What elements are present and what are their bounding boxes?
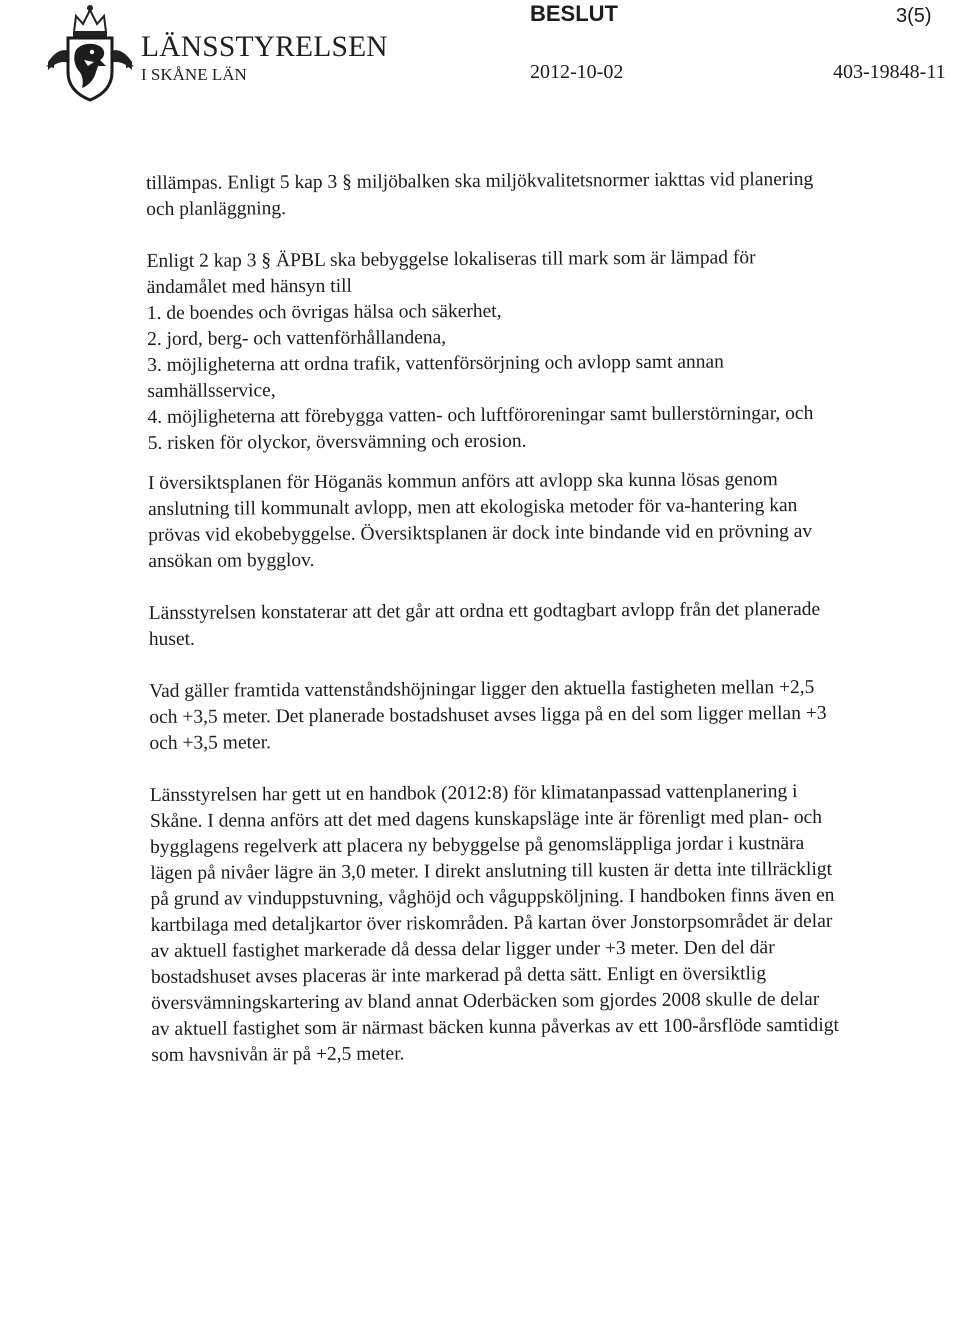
- list-item: 5. risken för olyckor, översvämning och erosion.: [147, 430, 527, 454]
- document-date: 2012-10-02: [530, 61, 624, 83]
- list-item: 1. de boendes och övrigas hälsa och säkerhet,: [146, 300, 502, 324]
- document-type: BESLUT: [530, 1, 618, 26]
- organization-county: I SKÅNE LÄN: [141, 65, 247, 84]
- paragraph-sewage-conclusion: Länsstyrelsen konstaterar att det går att ordna ett godtagbart avlopp från det planerade huset.: [148, 598, 821, 650]
- criteria-list: [147, 297, 838, 457]
- paragraph-overview-plan: I översiktsplanen för Höganäs kommun anförs att avlopp ska kunna lösas genom anslutning till kommunalt avlopp, men att ekologiska metoder för va-hantering kan prövas vid ekobebyggelse. Översiktsplanen är dock inte bindande vid en prövning av ansökan om bygglov.: [147, 469, 813, 572]
- list-item: 3. möjligheterna att ordna trafik, vattenförsörjning och avlopp samt annan samhällsservice,: [147, 351, 724, 402]
- organization-name: LÄNSSTYRELSEN: [141, 31, 388, 63]
- paragraph-apbl-intro: Enligt 2 kap 3 § ÄPBL ska bebyggelse lokaliseras till mark som är lämpad för ändamålet med hänsyn till: [146, 247, 756, 298]
- document-body: [146, 167, 841, 1069]
- document-reference: 403-19848-11: [833, 61, 946, 83]
- list-item: 2. jord, berg- och vattenförhållandena,: [146, 327, 447, 350]
- page-number: 3(5): [896, 5, 932, 27]
- list-item: 4. möjligheterna att förebygga vatten- och luftföroreningar samt bullerstörningar, och: [147, 402, 814, 428]
- paragraph-applicability: tillämpas. Enligt 5 kap 3 § miljöbalken ska miljökvalitetsnormer iakttas vid planering och planläggning.: [146, 168, 814, 220]
- coat-of-arms-logo-icon: [44, 2, 136, 102]
- paragraph-climate-handbook: Länsstyrelsen har gett ut en handbok (2012:8) för klimatanpassad vattenplanering i Skåne. I denna anförs att det med dagens kunskapsläge inte är förenligt med plan- och bygglagens regelverk att placera ny bebyggelse på genomsläppliga jordar i kustnära lägen på nivåer lägre än 3,0 meter. I direkt anslutning till kusten är detta inte tillräckligt på grund av vinduppstuvning, våghöjd och våguppsköljning. I handboken finns även en kartbilaga med detaljkartor över riskområden. På kartan över Jonstorpsområdet är delar av aktuell fastighet markerade då dessa delar ligger under +3 meter. Den del där bostadshuset avses placeras är inte markerad på detta sätt. Enligt en översiktlig översvämningskartering av bland annat Oderbäcken som gjordes 2008 skulle de delar av aktuell fastighet som är närmast bäcken kunna påverkas av ett 100-årsflöde samtidigt som havsnivån är på +2,5 meter.: [149, 781, 839, 1066]
- paragraph-water-levels: Vad gäller framtida vattenståndshöjningar ligger den aktuella fastigheten mellan +2,5 och +3,5 meter. Det planerade bostadshuset avses ligga på en del som ligger mellan +3 och +3,5 meter.: [149, 676, 827, 754]
